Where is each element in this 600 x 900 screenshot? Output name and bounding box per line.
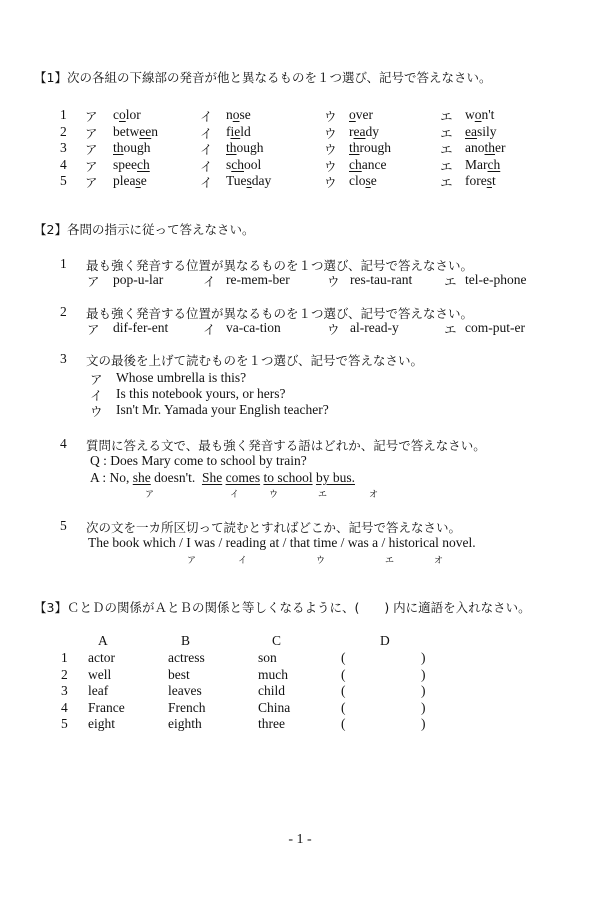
underlined-part: ea <box>465 123 477 139</box>
cell-a: actor <box>88 650 115 665</box>
s2-q1-mark-b: イ <box>203 274 216 289</box>
table-row <box>0 683 600 699</box>
choice-word <box>226 140 264 156</box>
s2-q5-mark-e: オ <box>434 556 444 566</box>
s2-q4-mark-d: エ <box>318 490 328 500</box>
choice-word <box>226 124 251 140</box>
cell-b: leaves <box>168 683 202 699</box>
underlined-part: s <box>246 173 252 189</box>
table-row <box>0 650 600 666</box>
s2-q4-answer <box>90 470 355 486</box>
choice-marker: ウ <box>324 109 337 124</box>
choice-marker: エ <box>440 125 453 141</box>
s2-q1-mark-c: ウ <box>327 274 340 289</box>
word-prefix: betw <box>113 123 140 139</box>
s2-q3-mark-c: ウ <box>90 404 103 419</box>
s2-q4-word-comes: comes <box>225 470 261 485</box>
choice-marker: イ <box>200 175 213 191</box>
word-suffix: se <box>239 107 251 122</box>
choice-marker: エ <box>440 109 453 124</box>
choice-marker: ア <box>85 142 98 158</box>
s2-q5-sentence: The book which / I was / reading at / that time / was a / historical novel. <box>88 535 476 550</box>
s2-q2-mark-c: ウ <box>327 322 340 337</box>
cell-b: eighth <box>168 716 202 732</box>
word-suffix: t <box>492 173 496 189</box>
s2-q3-mark-b: イ <box>90 388 103 403</box>
choice-word <box>349 173 377 189</box>
choice-word <box>226 107 251 123</box>
s2-q1-number: 1 <box>60 256 67 271</box>
s2-q4-instruction: 質問に答える文で、最も強く発音する語はどれか、記号で答えなさい。 <box>86 438 486 453</box>
answer-paren-open[interactable]: ( <box>341 699 346 715</box>
underlined-part: ch <box>349 156 362 172</box>
cell-a: leaf <box>88 683 109 699</box>
choice-word <box>349 124 379 140</box>
choice-marker: エ <box>440 142 453 158</box>
s3-col-d: D <box>380 633 390 648</box>
s2-q5-mark-c: ウ <box>316 556 326 566</box>
row-number: 4 <box>60 156 67 172</box>
word-prefix: s <box>226 156 232 172</box>
s2-q4-word-doesnt: doesn't. <box>154 470 196 485</box>
answer-paren-open[interactable]: ( <box>341 716 346 732</box>
row-number: 3 <box>60 140 67 156</box>
section1-row <box>0 140 600 156</box>
answer-paren-open[interactable]: ( <box>341 683 346 699</box>
word-prefix: plea <box>113 173 136 189</box>
s2-q2-mark-d: エ <box>444 322 457 337</box>
word-prefix: ano <box>465 140 485 156</box>
choice-word <box>113 140 151 156</box>
s2-q4-word-she: she <box>132 470 151 485</box>
s2-q5-mark-a: ア <box>187 556 197 566</box>
word-suffix: n't <box>481 107 495 122</box>
s2-q5-mark-d: エ <box>385 556 395 566</box>
choice-marker: イ <box>200 142 213 158</box>
s2-q2-mark-b: イ <box>203 322 216 337</box>
choice-word <box>113 157 150 173</box>
s3-col-a: A <box>98 633 108 648</box>
s2-q2-instruction: 最も強く発音する位置が異なるものを１つ選び、記号で答えなさい。 <box>86 306 474 321</box>
underlined-part: th <box>113 140 124 156</box>
choice-marker: ア <box>85 158 98 174</box>
word-suffix: rough <box>359 140 392 156</box>
word-prefix: clo <box>349 173 366 189</box>
choice-word <box>113 173 147 189</box>
s2-q1-option-a: pop-u-lar <box>113 272 164 287</box>
section1-header: 【1】次の各組の下線部の発音が他と異なるものを１つ選び、記号で答えなさい。 <box>34 70 492 85</box>
cell-c: much <box>258 666 288 682</box>
choice-word <box>349 107 373 123</box>
row-number: 1 <box>60 107 67 122</box>
answer-paren-close[interactable]: ) <box>421 699 426 715</box>
underlined-part: th <box>484 140 496 156</box>
s2-q2-option-c: al-read-y <box>350 320 399 335</box>
cell-a: eight <box>88 716 115 732</box>
table-row <box>0 700 600 716</box>
answer-paren-close[interactable]: ) <box>421 650 426 665</box>
s2-q2-option-a: dif-fer-ent <box>113 320 169 335</box>
choice-word <box>465 124 497 140</box>
s2-q5-mark-b: イ <box>238 556 248 566</box>
s2-q3-option-c: Isn't Mr. Yamada your English teacher? <box>116 402 329 417</box>
section1-row <box>0 157 600 173</box>
word-suffix: ver <box>355 107 373 122</box>
underlined-part: th <box>349 140 360 156</box>
underlined-part: ch <box>137 156 150 172</box>
underlined-part: o <box>474 107 482 122</box>
choice-marker: ウ <box>324 158 337 174</box>
word-suffix: e <box>140 173 147 189</box>
word-prefix: w <box>465 107 475 122</box>
choice-marker: イ <box>200 158 213 174</box>
word-prefix: Tue <box>226 173 247 189</box>
s2-q3-number: 3 <box>60 351 67 366</box>
underlined-part: s <box>365 173 371 189</box>
word-suffix: dy <box>365 123 379 139</box>
row-number: 1 <box>61 650 68 665</box>
choice-word <box>465 157 500 173</box>
word-suffix: ld <box>240 123 251 139</box>
choice-marker: エ <box>440 175 453 191</box>
answer-paren-close[interactable]: ) <box>421 666 426 682</box>
word-prefix: f <box>226 123 231 139</box>
choice-marker: ウ <box>324 175 337 191</box>
s2-q1-instruction: 最も強く発音する位置が異なるものを１つ選び、記号で答えなさい。 <box>86 258 474 273</box>
s2-q4-mark-a: ア <box>145 490 155 500</box>
s2-q1-mark-d: エ <box>444 274 457 289</box>
underlined-part: o <box>349 107 356 122</box>
choice-marker: ア <box>85 125 98 141</box>
row-number: 2 <box>61 666 68 682</box>
choice-marker: イ <box>200 125 213 141</box>
s2-q4-mark-b: イ <box>230 490 240 500</box>
s2-q4-number: 4 <box>60 436 67 451</box>
underlined-part: ie <box>230 123 241 139</box>
underlined-part: ch <box>231 156 245 172</box>
cell-a: France <box>88 699 125 715</box>
choice-word <box>226 173 271 189</box>
choice-marker: イ <box>200 109 213 124</box>
word-suffix: ough <box>236 140 264 156</box>
choice-marker: ア <box>85 109 98 124</box>
choice-word <box>465 173 496 189</box>
section1-row <box>0 124 600 140</box>
section3-header: 【3】ＣとＤの関係がＡとＢの関係と等しくなるように、( ) 内に適語を入れなさい。 <box>34 600 531 615</box>
underlined-part: s <box>135 173 141 189</box>
s2-q3-option-a: Whose umbrella is this? <box>116 370 247 385</box>
s2-q2-number: 2 <box>60 304 67 319</box>
cell-c: son <box>258 650 277 665</box>
s2-q5-number: 5 <box>60 518 67 533</box>
s2-q1-option-b: re-mem-ber <box>226 272 290 287</box>
underlined-part: o <box>119 107 126 122</box>
cell-a: well <box>88 666 112 682</box>
row-number: 4 <box>61 699 68 715</box>
cell-b: best <box>168 666 190 682</box>
choice-word <box>113 107 141 123</box>
s2-q2-option-b: va-ca-tion <box>226 320 281 335</box>
underlined-part: th <box>226 140 237 156</box>
answer-paren-open[interactable]: ( <box>341 666 346 682</box>
choice-word <box>465 107 494 123</box>
choice-marker: エ <box>440 158 453 174</box>
section2-header: 【2】各問の指示に従って答えなさい。 <box>34 222 255 237</box>
s2-q4-answer-prefix: A : No, <box>90 470 133 485</box>
s2-q4-mark-c: ウ <box>269 490 279 500</box>
s2-q3-mark-a: ア <box>90 372 103 387</box>
section1-row <box>0 107 600 123</box>
underlined-part: o <box>232 107 240 122</box>
word-prefix: fore <box>465 173 487 189</box>
word-suffix: e <box>370 173 377 189</box>
word-suffix: n <box>151 123 158 139</box>
cell-b: French <box>168 699 206 715</box>
answer-paren-close[interactable]: ) <box>421 683 426 699</box>
table-row <box>0 667 600 683</box>
s2-q4-question: Q : Does Mary come to school by train? <box>90 453 307 468</box>
word-suffix: er <box>495 140 506 156</box>
choice-word <box>349 140 391 156</box>
s2-q2-option-d: com-put-er <box>465 320 525 335</box>
cell-c: child <box>258 683 285 699</box>
choice-word <box>113 124 158 140</box>
choice-word <box>226 157 261 173</box>
s2-q5-instruction: 次の文を一カ所区切って読むとすればどこか、記号で答えなさい。 <box>86 520 462 535</box>
word-suffix: sily <box>476 123 497 139</box>
row-number: 2 <box>60 123 67 139</box>
word-suffix: day <box>251 173 272 189</box>
s2-q4-word-by-bus: by bus. <box>315 470 355 485</box>
s3-column-headers <box>0 633 600 649</box>
row-number: 5 <box>61 716 68 732</box>
choice-marker: ア <box>85 175 98 191</box>
page-number: - 1 - <box>288 832 312 847</box>
choice-marker: ウ <box>324 125 337 141</box>
cell-c: China <box>258 699 291 715</box>
answer-paren-close[interactable]: ) <box>421 716 426 732</box>
row-number: 3 <box>61 683 68 699</box>
s2-q4-word-to-school: to school <box>263 470 313 485</box>
s2-q4-word-she2: She <box>201 470 223 485</box>
section1-row <box>0 173 600 189</box>
choice-marker: ウ <box>324 142 337 158</box>
s2-q1-mark-a: ア <box>87 274 100 289</box>
underlined-part: ch <box>487 156 501 172</box>
word-prefix: r <box>349 123 354 139</box>
s3-col-c: C <box>272 633 282 648</box>
cell-c: three <box>258 716 285 732</box>
underlined-part: ea <box>353 123 366 139</box>
word-prefix: Mar <box>465 156 488 172</box>
word-prefix: spee <box>113 156 137 172</box>
word-suffix: ough <box>123 140 151 156</box>
choice-word <box>465 140 506 156</box>
s2-q2-mark-a: ア <box>87 322 100 337</box>
underlined-part: s <box>486 173 492 189</box>
underlined-part: ee <box>139 123 152 139</box>
word-prefix: n <box>226 107 233 122</box>
cell-b: actress <box>168 650 205 665</box>
word-suffix: lor <box>125 107 141 122</box>
word-prefix: c <box>113 107 119 122</box>
s3-col-b: B <box>181 633 191 648</box>
s2-q3-instruction: 文の最後を上げて読むものを１つ選び、記号で答えなさい。 <box>86 353 424 368</box>
answer-paren-open[interactable]: ( <box>341 650 346 665</box>
word-suffix: ool <box>244 156 262 172</box>
choice-word <box>349 157 386 173</box>
row-number: 5 <box>60 173 67 189</box>
s2-q4-mark-e: オ <box>369 490 379 500</box>
table-row <box>0 716 600 732</box>
word-suffix: ance <box>361 156 387 172</box>
s2-q1-option-d: tel-e-phone <box>465 272 527 287</box>
s2-q3-option-b: Is this notebook yours, or hers? <box>116 386 286 401</box>
s2-q1-option-c: res-tau-rant <box>350 272 413 287</box>
